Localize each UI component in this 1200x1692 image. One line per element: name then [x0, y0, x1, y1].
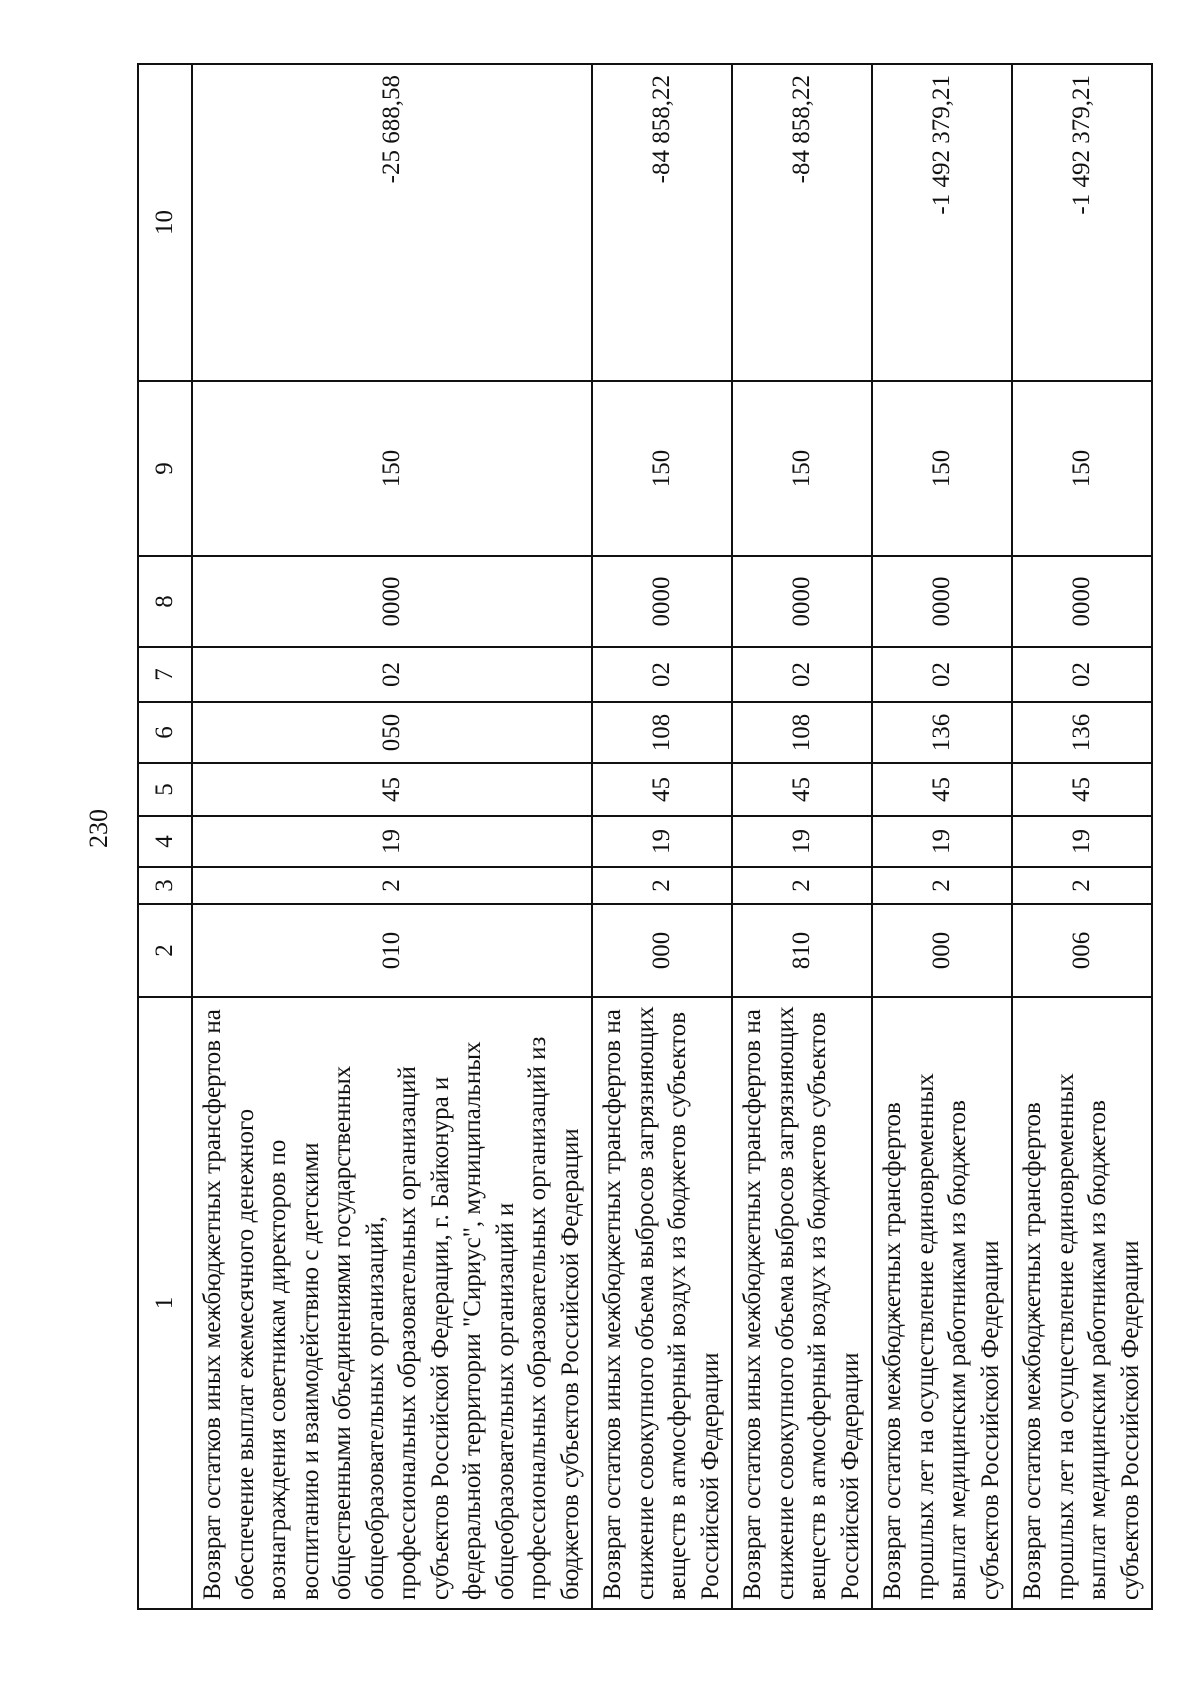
amount-cell: -25 688,58	[192, 64, 592, 381]
amount-cell: -84 858,22	[592, 64, 732, 381]
code-cell: 02	[872, 647, 1012, 702]
column-header: 9	[138, 381, 192, 556]
code-cell: 02	[592, 647, 732, 702]
amount-cell: -84 858,22	[732, 64, 872, 381]
column-header: 6	[138, 702, 192, 763]
column-header: 3	[138, 867, 192, 904]
code-cell: 006	[1012, 904, 1152, 997]
code-cell: 0000	[732, 556, 872, 647]
code-cell: 108	[592, 702, 732, 763]
code-cell: 02	[732, 647, 872, 702]
table-row	[192, 64, 592, 1609]
rotated-table-wrapper	[137, 65, 1144, 1610]
code-cell: 010	[192, 904, 592, 997]
code-cell: 45	[872, 763, 1012, 816]
code-cell: 2	[1012, 867, 1152, 904]
amount-cell: -1 492 379,21	[872, 64, 1012, 381]
code-cell: 45	[192, 763, 592, 816]
code-cell: 050	[192, 702, 592, 763]
code-cell: 000	[872, 904, 1012, 997]
code-cell: 2	[592, 867, 732, 904]
code-cell: 0000	[192, 556, 592, 647]
column-header: 10	[138, 64, 192, 381]
code-cell: 02	[1012, 647, 1152, 702]
code-cell: 136	[1012, 702, 1152, 763]
column-header: 8	[138, 556, 192, 647]
code-cell: 19	[1012, 816, 1152, 867]
column-header: 4	[138, 816, 192, 867]
code-cell: 19	[592, 816, 732, 867]
code-cell: 45	[732, 763, 872, 816]
page-number: 230	[84, 809, 113, 848]
table-row	[732, 64, 872, 1609]
column-header: 2	[138, 904, 192, 997]
code-cell: 2	[192, 867, 592, 904]
code-cell: 19	[872, 816, 1012, 867]
code-cell: 108	[732, 702, 872, 763]
table-row	[592, 64, 732, 1609]
code-cell: 2	[872, 867, 1012, 904]
code-cell: 000	[592, 904, 732, 997]
code-cell: 19	[192, 816, 592, 867]
row-description: Возврат остатков межбюджетных трансфертов прошлых лет на осуществление единовременных выплат медицинским работникам из бюджетов субъектов Российской Федерации	[872, 997, 1012, 1609]
column-header: 1	[138, 997, 192, 1609]
row-description: Возврат остатков иных межбюджетных трансфертов на снижение совокупного объема выбросов загрязняющих веществ в атмосферный воздух из бюджетов субъектов Российской Федерации	[592, 997, 732, 1609]
code-cell: 0000	[592, 556, 732, 647]
row-description: Возврат остатков иных межбюджетных трансфертов на обеспечение выплат ежемесячного денежного вознаграждения советникам директоров по воспитанию и взаимодействию с детскими общественными объединениями государственных общеобразовательных организаций, профессиональных образовательных организаций субъектов Российской Федерации, г. Байконура и федеральной территории "Сириус", муниципальных общеобразовательных организаций и профессиональных образовательных организаций из бюджетов субъектов Российской Федерации	[192, 997, 592, 1609]
amount-cell: -1 492 379,21	[1012, 64, 1152, 381]
row-description: Возврат остатков межбюджетных трансфертов прошлых лет на осуществление единовременных выплат медицинским работникам из бюджетов субъектов Российской Федерации	[1012, 997, 1152, 1609]
code-cell: 45	[1012, 763, 1152, 816]
code-cell: 0000	[1012, 556, 1152, 647]
code-cell: 45	[592, 763, 732, 816]
code-cell: 0000	[872, 556, 1012, 647]
code-cell: 150	[592, 381, 732, 556]
code-cell: 150	[872, 381, 1012, 556]
table-row	[1012, 64, 1152, 1609]
column-number-row	[138, 64, 192, 1609]
table-row	[872, 64, 1012, 1609]
code-cell: 150	[732, 381, 872, 556]
code-cell: 810	[732, 904, 872, 997]
code-cell: 150	[1012, 381, 1152, 556]
row-description: Возврат остатков иных межбюджетных трансфертов на снижение совокупного объема выбросов загрязняющих веществ в атмосферный воздух из бюджетов субъектов Российской Федерации	[732, 997, 872, 1609]
code-cell: 2	[732, 867, 872, 904]
code-cell: 136	[872, 702, 1012, 763]
code-cell: 150	[192, 381, 592, 556]
budget-table	[137, 63, 1153, 1610]
code-cell: 02	[192, 647, 592, 702]
code-cell: 19	[732, 816, 872, 867]
column-header: 5	[138, 763, 192, 816]
column-header: 7	[138, 647, 192, 702]
